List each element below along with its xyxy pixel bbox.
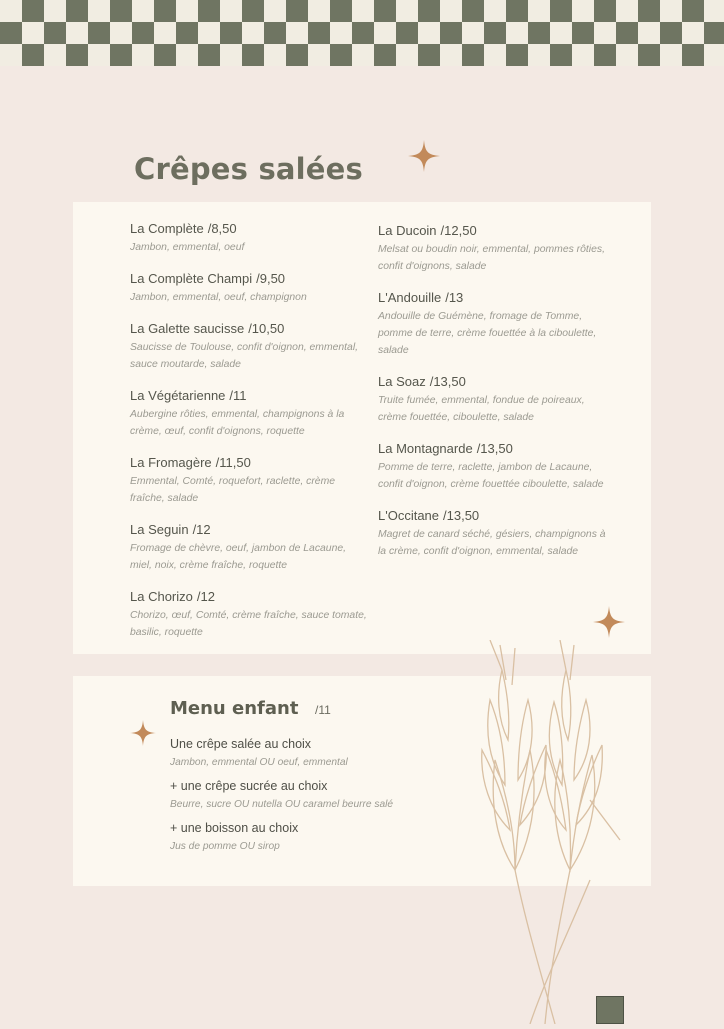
- menu-item: [378, 440, 613, 493]
- menu-item-name: [130, 270, 370, 287]
- menu-item: [378, 289, 613, 359]
- item-price: /9,50: [256, 271, 286, 286]
- item-title: La Ducoin: [378, 223, 437, 238]
- crepes-card: [73, 202, 651, 654]
- sparkle-star-icon: [130, 720, 156, 746]
- menu-item: [378, 373, 613, 426]
- item-title: L'Occitane: [378, 508, 440, 523]
- checkerboard-banner: [0, 0, 724, 66]
- item-title: La Fromagère: [130, 455, 212, 470]
- item-title: La Galette saucisse: [130, 321, 245, 336]
- item-title: La Seguin: [130, 522, 189, 537]
- item-price: /13,50: [429, 374, 466, 389]
- item-price: /12: [196, 589, 215, 604]
- item-description: Saucisse de Toulouse, confit d'oignon, emmental, sauce moutarde, salade: [130, 342, 359, 370]
- item-price: /12: [192, 522, 211, 537]
- item-title: La Végétarienne: [130, 388, 226, 403]
- menu-item-name: [130, 588, 370, 605]
- menu-enfant-desc: Jambon, emmental OU oeuf, emmental: [170, 757, 348, 768]
- item-price: /8,50: [207, 221, 237, 236]
- corner-square: [596, 996, 624, 1024]
- menu-enfant-list: [170, 736, 490, 862]
- menu-item: [378, 507, 613, 560]
- item-description: Fromage de chèvre, oeuf, jambon de Lacaune, miel, noix, crème fraîche, roquette: [130, 543, 347, 571]
- page-title: Crêpes salées: [134, 152, 364, 186]
- right-column: [378, 222, 613, 574]
- menu-item-name: [130, 320, 370, 337]
- menu-item: [130, 320, 370, 373]
- item-description: Chorizo, œuf, Comté, crème fraîche, sauce tomate, basilic, roquette: [130, 610, 367, 638]
- menu-item: [130, 588, 370, 641]
- left-column: [130, 220, 370, 655]
- menu-enfant-item: [170, 778, 490, 813]
- item-description: Jambon, emmental, oeuf: [130, 242, 245, 253]
- menu-item: [130, 521, 370, 574]
- item-description: Pomme de terre, raclette, jambon de Lacaune, confit d'oignon, crème fouettée ciboulette, salade: [378, 462, 604, 490]
- menu-item-name: [378, 507, 613, 524]
- menu-enfant-line: + une crêpe sucrée au choix: [170, 779, 328, 793]
- item-description: Andouille de Guémène, fromage de Tomme, pomme de terre, crème fouettée à la ciboulette, salade: [378, 311, 597, 356]
- item-description: Melsat ou boudin noir, emmental, pommes rôties, confit d'oignons, salade: [378, 244, 605, 272]
- menu-item-name: [378, 289, 613, 306]
- item-price: /12,50: [440, 223, 477, 238]
- menu-enfant-item: [170, 820, 490, 855]
- menu-item-name: [130, 220, 370, 237]
- menu-item-name: [130, 521, 370, 538]
- menu-item-name: [378, 440, 613, 457]
- menu-item-name: [130, 454, 370, 471]
- item-description: Emmental, Comté, roquefort, raclette, crème fraîche, salade: [130, 476, 336, 504]
- wheat-illustration: [470, 640, 630, 1024]
- item-title: La Montagnarde: [378, 441, 473, 456]
- menu-enfant-desc: Beurre, sucre OU nutella OU caramel beurre salé: [170, 799, 394, 810]
- item-price: /11,50: [215, 455, 251, 470]
- item-title: La Complète Champi: [130, 271, 253, 286]
- menu-item: [130, 387, 370, 440]
- item-description: Jambon, emmental, oeuf, champignon: [130, 292, 307, 303]
- item-description: Aubergine rôties, emmental, champignons à la crème, œuf, confit d'oignons, roquette: [130, 409, 345, 437]
- item-title: La Soaz: [378, 374, 426, 389]
- sparkle-star-icon: [408, 140, 440, 172]
- menu-item-name: [378, 222, 613, 239]
- menu-item-name: [130, 387, 370, 404]
- menu-enfant-price: /11: [315, 703, 331, 717]
- item-price: /13,50: [476, 441, 513, 456]
- item-title: La Complète: [130, 221, 204, 236]
- menu-item: [130, 454, 370, 507]
- menu-enfant-desc: Jus de pomme OU sirop: [170, 841, 280, 852]
- item-description: Truite fumée, emmental, fondue de poireaux, crème fouettée, ciboulette, salade: [378, 395, 585, 423]
- menu-enfant-title: Menu enfant: [170, 698, 299, 719]
- item-title: L'Andouille: [378, 290, 442, 305]
- menu-item: [378, 222, 613, 275]
- item-price: /13,50: [443, 508, 480, 523]
- item-description: Magret de canard séché, gésiers, champignons à la crème, confit d'oignon, emmental, salade: [378, 529, 606, 557]
- item-price: /13: [445, 290, 464, 305]
- menu-enfant-line: + une boisson au choix: [170, 821, 299, 835]
- sparkle-star-icon: [593, 606, 625, 638]
- item-price: /10,50: [248, 321, 285, 336]
- item-price: /11: [229, 388, 247, 403]
- item-title: La Chorizo: [130, 589, 193, 604]
- menu-enfant-line: Une crêpe salée au choix: [170, 737, 312, 751]
- menu-item-name: [378, 373, 613, 390]
- menu-enfant-item: [170, 736, 490, 771]
- menu-item: [130, 270, 370, 306]
- menu-item: [130, 220, 370, 256]
